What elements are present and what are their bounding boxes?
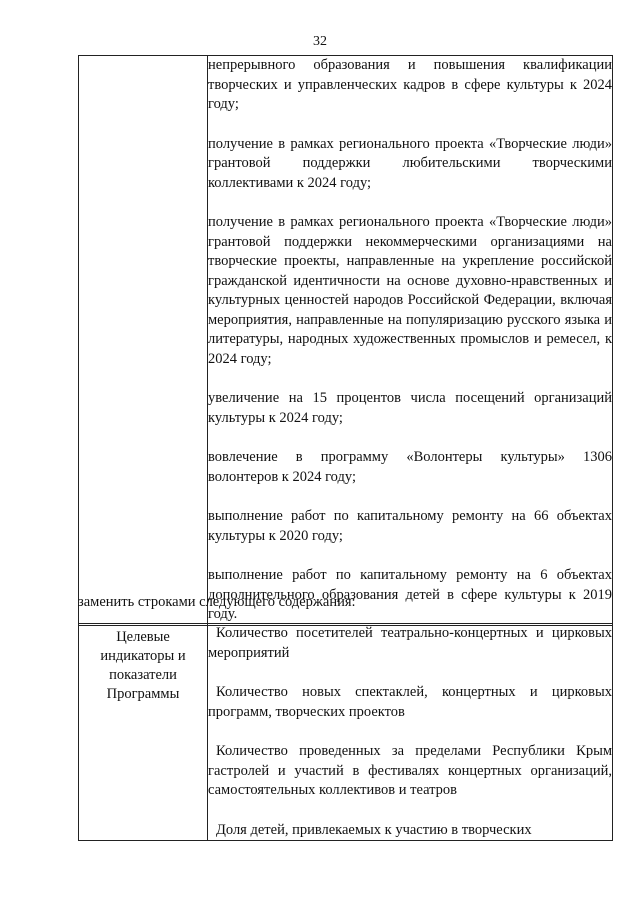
page-number: 32: [313, 34, 327, 49]
paragraph: вовлечение в программу «Волонтеры культуры» 1306 волонтеров к 2024 году;: [208, 449, 612, 485]
paragraph: увеличение на 15 процентов числа посещений организаций культуры к 2024 году;: [208, 390, 612, 426]
table-bottom: [78, 623, 613, 841]
table-top: [78, 55, 613, 626]
paragraph: выполнение работ по капитальному ремонту на 66 объектах культуры к 2020 году;: [208, 508, 612, 544]
table-row: [79, 624, 613, 841]
right-cell: [208, 624, 613, 841]
paragraph: непрерывного образования и повышения квалификации творческих и управленческих кадров в сфере культуры к 2024 году;: [208, 57, 612, 112]
left-cell: [79, 56, 208, 626]
left-cell-label: Целевые индикаторы и показатели Программы: [100, 629, 186, 702]
paragraph: выполнение работ по капитальному ремонту на 6 объектах дополнительного образования детей в сфере культуры к 2019 году.: [208, 567, 612, 622]
left-cell: [79, 624, 208, 841]
right-cell: [208, 56, 613, 626]
paragraph: Количество новых спектаклей, концертных и цирковых программ, творческих проектов: [208, 684, 612, 720]
paragraph: Количество проведенных за пределами Республики Крым гастролей и участий в фестивалях концертных организаций, самостоятельных коллективов и театров: [208, 743, 612, 798]
paragraph: получение в рамках регионального проекта «Творческие люди» грантовой поддержки некоммерческими организациями на творческие проекты, направленные на укрепление российской гражданской идентичности на основе духовно-нравственных и культурных ценностей народов Российской Федерации, включая мероприятия, направленные на популяризацию русского языка и литературы, народных художественных промыслов и ремесел, к 2024 году;: [208, 214, 612, 367]
paragraph: Количество посетителей театрально-концертных и цирковых мероприятий: [208, 625, 612, 661]
paragraph: Доля детей, привлекаемых к участию в творческих: [216, 821, 532, 838]
paragraph: получение в рамках регионального проекта «Творческие люди» грантовой поддержки любительскими творческими коллективами к 2024 году;: [208, 135, 612, 191]
table-row: [79, 56, 613, 626]
connector-text: заменить строками следующего содержания:: [78, 594, 356, 610]
